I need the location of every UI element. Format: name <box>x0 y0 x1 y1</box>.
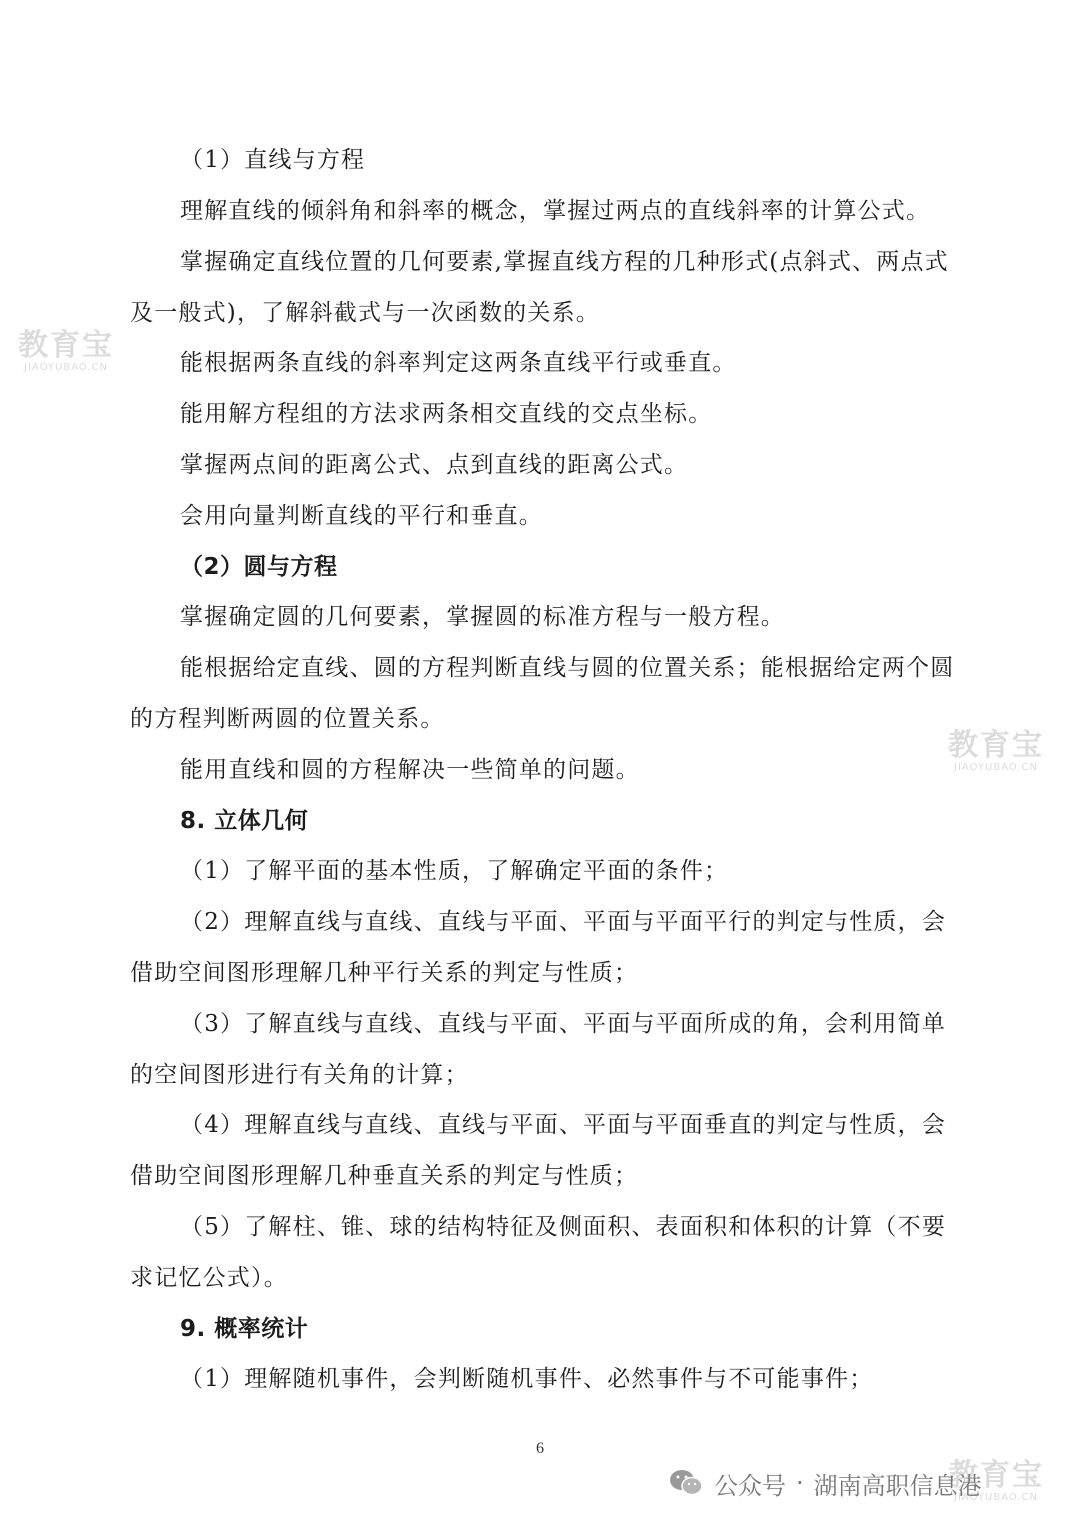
section-heading: 9. 概率统计 <box>180 1316 309 1342</box>
watermark-domain: JIAOYUBAO.CN <box>954 762 1038 773</box>
page-number: 6 <box>536 1440 544 1457</box>
watermark-logo: 教育宝 <box>948 728 1044 763</box>
paragraph-continuation: 借助空间图形理解几种平行关系的判定与性质； <box>130 960 639 986</box>
subsection-title: （2）圆与方程 <box>180 554 338 580</box>
paragraph: （1）理解随机事件，会判断随机事件、必然事件与不可能事件； <box>180 1366 874 1392</box>
footer-prefix: 公众号 <box>714 1471 786 1500</box>
paragraph-continuation: 及一般式)，了解斜截式与一次函数的关系。 <box>130 300 600 326</box>
paragraph: （4）理解直线与直线、直线与平面、平面与平面垂直的判定与性质，会 <box>180 1112 947 1138</box>
footer-account-name: 湖南高职信息港 <box>813 1471 982 1500</box>
paragraph-continuation: 的方程判断两圆的位置关系。 <box>130 706 445 732</box>
paragraph: 能根据给定直线、圆的方程判断直线与圆的位置关系；能根据给定两个圆 <box>180 655 955 681</box>
paragraph-continuation: 借助空间图形理解几种垂直关系的判定与性质； <box>130 1163 639 1189</box>
watermark-logo: 教育宝 <box>18 328 114 363</box>
paragraph-continuation: 的空间图形进行有关角的计算； <box>130 1062 469 1088</box>
paragraph-continuation: 求记忆公式）。 <box>130 1265 288 1291</box>
paragraph: （3）了解直线与直线、直线与平面、平面与平面所成的角，会利用简单 <box>180 1011 947 1037</box>
paragraph: 理解直线的倾斜角和斜率的概念，掌握过两点的直线斜率的计算公式。 <box>180 198 931 224</box>
watermark <box>948 730 1044 774</box>
watermark-logo: 教育宝 <box>948 1458 1044 1493</box>
paragraph: 能根据两条直线的斜率判定这两条直线平行或垂直。 <box>180 350 737 376</box>
paragraph: 掌握确定圆的几何要素，掌握圆的标准方程与一般方程。 <box>180 604 785 630</box>
section-heading: 8. 立体几何 <box>180 808 309 834</box>
paragraph: 掌握两点间的距离公式、点到直线的距离公式。 <box>180 452 689 478</box>
paragraph: （2）理解直线与直线、直线与平面、平面与平面平行的判定与性质，会 <box>180 909 947 935</box>
paragraph: 能用直线和圆的方程解决一些简单的问题。 <box>180 757 640 783</box>
watermark-domain: JIAOYUBAO.CN <box>24 362 108 373</box>
paragraph: 能用解方程组的方法求两条相交直线的交点坐标。 <box>180 401 713 427</box>
subsection-title: （1）直线与方程 <box>180 147 366 173</box>
paragraph: （5）了解柱、锥、球的结构特征及侧面积、表面积和体积的计算（不要 <box>180 1214 947 1240</box>
wechat-icon <box>668 1468 704 1498</box>
watermark-domain: JIAOYUBAO.CN <box>954 1492 1038 1503</box>
paragraph: 掌握确定直线位置的几何要素,掌握直线方程的几种形式(点斜式、两点式 <box>180 249 949 275</box>
paragraph: （1）了解平面的基本性质，了解确定平面的条件； <box>180 858 729 884</box>
wechat-footer <box>668 1465 982 1501</box>
footer-separator: · <box>796 1469 804 1497</box>
paragraph: 会用向量判断直线的平行和垂直。 <box>180 503 543 529</box>
watermark <box>18 330 114 374</box>
